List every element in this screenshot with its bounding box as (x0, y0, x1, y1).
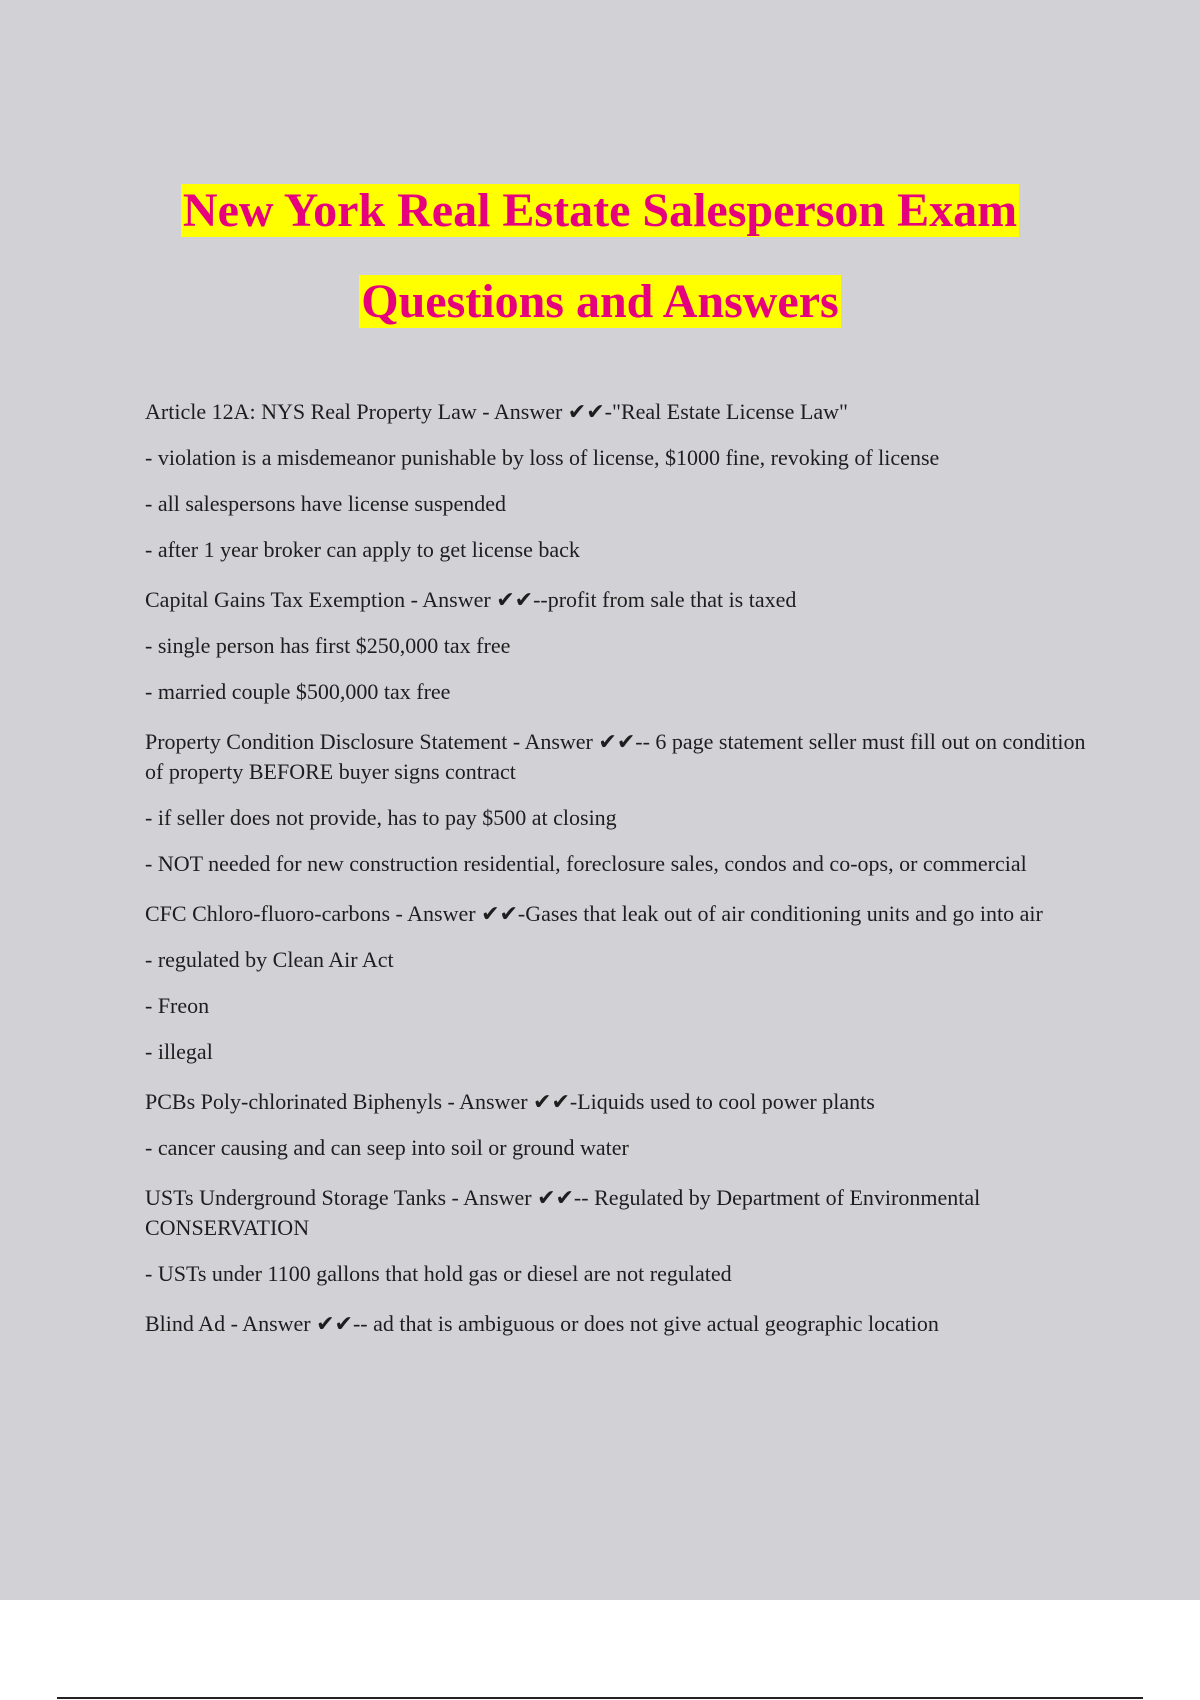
answer-bullet: - if seller does not provide, has to pay $500 at closing (145, 805, 617, 830)
answer-bullet: - cancer causing and can seep into soil or ground water (145, 1135, 629, 1160)
footer-divider (57, 1697, 1143, 1699)
title-line-2-text: Questions and Answers (361, 275, 839, 328)
answer-bullet: - all salespersons have license suspended (145, 491, 507, 516)
answer-bullet: - regulated by Clean Air Act (145, 947, 394, 972)
qa-content (145, 397, 1095, 1339)
title-line-1 (0, 165, 1200, 256)
question-paragraph: Property Condition Disclosure Statement - Answer ✔✔-- 6 page statement seller must fill out on condition of property BEFORE buyer signs contract (145, 729, 1086, 784)
document-title (0, 165, 1200, 347)
answer-bullet: - violation is a misdemeanor punishable by loss of license, $1000 fine, revoking of license (145, 445, 940, 470)
question-paragraph: PCBs Poly-chlorinated Biphenyls - Answer ✔✔-Liquids used to cool power plants (145, 1089, 875, 1114)
answer-bullet: - after 1 year broker can apply to get license back (145, 537, 580, 562)
question-paragraph: Article 12A: NYS Real Property Law - Answer ✔✔-"Real Estate License Law" (145, 399, 849, 424)
question-paragraph: Blind Ad - Answer ✔✔-- ad that is ambiguous or does not give actual geographic location (145, 1311, 939, 1336)
answer-bullet: - NOT needed for new construction residential, foreclosure sales, condos and co-ops, or commercial (145, 851, 1027, 876)
answer-bullet: - married couple $500,000 tax free (145, 679, 451, 704)
title-line-2 (0, 256, 1200, 347)
question-paragraph: CFC Chloro-fluoro-carbons - Answer ✔✔-Gases that leak out of air conditioning units and go into air (145, 901, 1043, 926)
answer-bullet: - illegal (145, 1039, 213, 1064)
answer-bullet: - USTs under 1100 gallons that hold gas or diesel are not regulated (145, 1261, 732, 1286)
answer-bullet: - Freon (145, 993, 210, 1018)
question-paragraph: USTs Underground Storage Tanks - Answer ✔✔-- Regulated by Department of Environmental CONSERVATION (145, 1185, 981, 1240)
question-paragraph: Capital Gains Tax Exemption - Answer ✔✔--profit from sale that is taxed (145, 587, 797, 612)
answer-bullet: - single person has first $250,000 tax free (145, 633, 511, 658)
title-line-1-text: New York Real Estate Salesperson Exam (182, 184, 1018, 237)
